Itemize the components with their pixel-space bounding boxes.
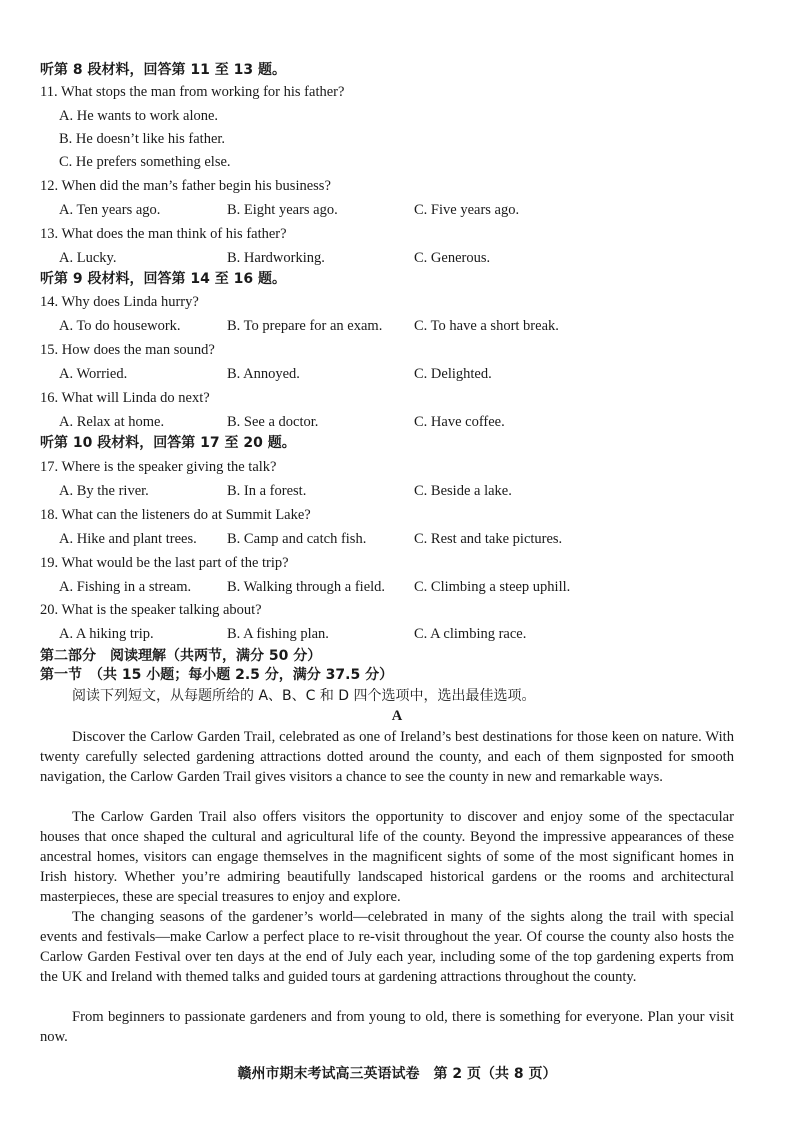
question-19: 19. What would be the last part of the trip? — [40, 555, 289, 571]
q20-option-c: C. A climbing race. — [414, 626, 527, 642]
q13-option-b: B. Hardworking. — [227, 250, 325, 266]
q16-option-b: B. See a doctor. — [227, 414, 319, 430]
q16-option-a: A. Relax at home. — [59, 414, 165, 430]
section-header-8: 听第 8 段材料，回答第 11 至 13 题。 — [40, 62, 286, 78]
q20-option-a: A. A hiking trip. — [59, 626, 154, 642]
section-header-9: 听第 9 段材料，回答第 14 至 16 题。 — [40, 271, 286, 287]
q17-option-b: B. In a forest. — [227, 483, 307, 499]
q12-option-a: A. Ten years ago. — [59, 202, 161, 218]
q20-option-b: B. A fishing plan. — [227, 626, 329, 642]
q14-option-c: C. To have a short break. — [414, 318, 559, 334]
q12-option-b: B. Eight years ago. — [227, 202, 338, 218]
passage-paragraph-1: Discover the Carlow Garden Trail, celebrated as one of Ireland’s best destinations for those keen on nature. With twenty carefully selected gardening attractions dotted around the county, and each of them signposted for smooth navigation, the Carlow Garden Trail gives visitors a chance to see the county in new and remarkable ways. — [40, 729, 734, 786]
q15-option-b: B. Annoyed. — [227, 366, 300, 382]
q13-option-a: A. Lucky. — [59, 250, 117, 266]
question-18: 18. What can the listeners do at Summit Lake? — [40, 507, 311, 523]
question-11: 11. What stops the man from working for his father? — [40, 84, 345, 100]
q17-option-c: C. Beside a lake. — [414, 483, 512, 499]
page-footer: 赣州市期末考试高三英语试卷 第 2 页（共 8 页） — [237, 1066, 557, 1082]
q13-option-c: C. Generous. — [414, 250, 491, 266]
question-15: 15. How does the man sound? — [40, 342, 215, 358]
q19-option-c: C. Climbing a steep uphill. — [414, 579, 571, 595]
question-16: 16. What will Linda do next? — [40, 390, 210, 406]
q11-option-a: A. He wants to work alone. — [59, 108, 219, 124]
q14-option-a: A. To do housework. — [59, 318, 181, 334]
q15-option-c: C. Delighted. — [414, 366, 492, 382]
q19-option-b: B. Walking through a field. — [227, 579, 386, 595]
section-1-heading: 第一节 （共 15 小题；每小题 2.5 分，满分 37.5 分） — [40, 667, 394, 683]
question-14: 14. Why does Linda hurry? — [40, 294, 199, 310]
q17-option-a: A. By the river. — [59, 483, 149, 499]
section-header-10: 听第 10 段材料，回答第 17 至 20 题。 — [40, 435, 296, 451]
q11-option-c: C. He prefers something else. — [59, 154, 231, 170]
q19-option-a: A. Fishing in a stream. — [59, 579, 192, 595]
question-17: 17. Where is the speaker giving the talk? — [40, 459, 277, 475]
q18-option-c: C. Rest and take pictures. — [414, 531, 563, 547]
q11-option-b: B. He doesn’t like his father. — [59, 131, 226, 147]
passage-paragraph-2: The Carlow Garden Trail also offers visitors the opportunity to discover and enjoy some of the spectacular houses that once shaped the cultural and agricultural life of the county. Beyond the impressive appearances of these ancestral homes, visitors can engage themselves in the magnificent sights of some of the most significant homes in Irish history. Whether you’re admiring beautifully landscaped historical gardens or the rooms and architectural masterpieces, these are special treasures to enjoy and explore. — [40, 809, 734, 906]
question-20: 20. What is the speaker talking about? — [40, 602, 262, 618]
part-2-heading: 第二部分 阅读理解（共两节，满分 50 分） — [40, 648, 322, 664]
q12-option-c: C. Five years ago. — [414, 202, 520, 218]
reading-instruction: 阅读下列短文，从每题所给的 A、B、C 和 D 四个选项中，选出最佳选项。 — [72, 688, 536, 704]
q18-option-a: A. Hike and plant trees. — [59, 531, 197, 547]
passage-paragraph-4: From beginners to passionate gardeners and from young to old, there is something for everyone. Plan your visit now. — [40, 1009, 734, 1046]
question-13: 13. What does the man think of his father? — [40, 226, 287, 242]
passage-paragraph-3: The changing seasons of the gardener’s world—celebrated in many of the sights along the trail with special events and festivals—make Carlow a perfect place to re-visit throughout the year. Of course the county also hosts the Carlow Garden Festival over ten days at the end of July each year, including some of the top gardening experts from the UK and Ireland with themed talks and guided tours at gardening attractions throughout the county. — [40, 909, 734, 986]
passage-label: A — [391, 708, 403, 724]
q14-option-b: B. To prepare for an exam. — [227, 318, 383, 334]
q15-option-a: A. Worried. — [59, 366, 128, 382]
q18-option-b: B. Camp and catch fish. — [227, 531, 367, 547]
q16-option-c: C. Have coffee. — [414, 414, 505, 430]
question-12: 12. When did the man’s father begin his business? — [40, 178, 331, 194]
